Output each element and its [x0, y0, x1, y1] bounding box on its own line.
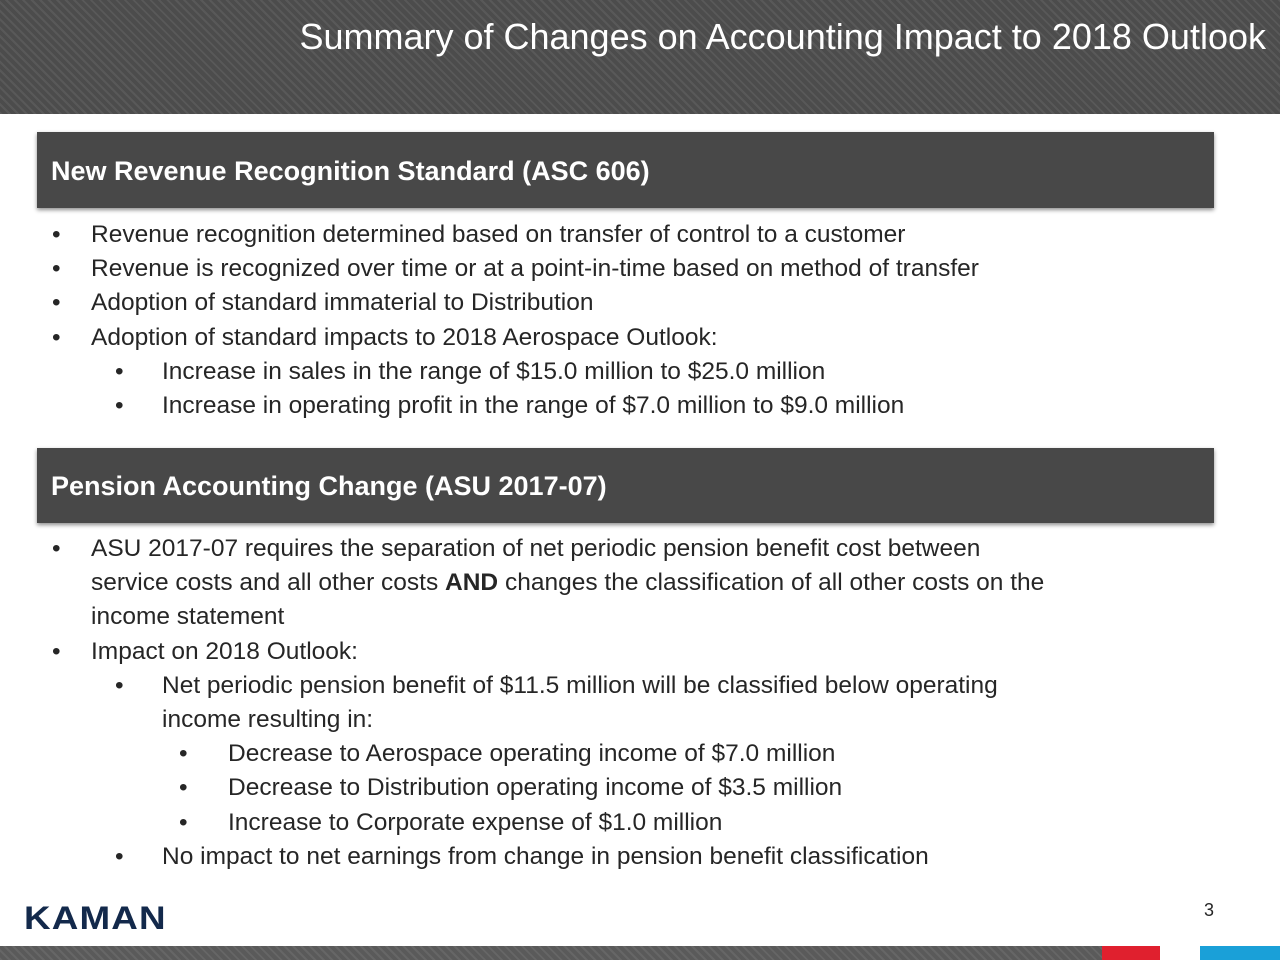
section-header-revenue-label: New Revenue Recognition Standard (ASC 606) [51, 156, 650, 186]
bullet-text: Revenue is recognized over time or at a point-in-time based on method of transfer [91, 255, 979, 283]
bullet-text: ASU 2017-07 requires the separation of net periodic pension benefit cost between [91, 535, 981, 562]
bullet-text-segment: changes the classification of all other costs on the [498, 569, 1045, 597]
bullet-text: Impact on 2018 Outlook: [91, 637, 358, 665]
bullet-marker: • [52, 637, 61, 665]
bullet-text: Net periodic pension benefit of $11.5 million will be classified below operating [162, 671, 998, 699]
bullet-text: Revenue recognition determined based on transfer of control to a customer [91, 221, 906, 248]
bullet-text: Adoption of standard impacts to 2018 Aerospace Outlook: [91, 323, 718, 351]
section-header-revenue-recognition [37, 132, 1214, 208]
bullet-text [91, 566, 1044, 600]
bullet-text-segment: service costs and all other costs [91, 569, 446, 597]
slide-title: Summary of Changes on Accounting Impact to 2018 Outlook [299, 16, 1266, 57]
page-number: 3 [1203, 900, 1214, 920]
title-bar [0, 0, 1280, 114]
bullet-text: No impact to net earnings from change in pension benefit classification [162, 842, 929, 870]
bullet-marker: • [179, 808, 188, 836]
footer-accent-blue [1200, 946, 1280, 960]
bullet-marker: • [115, 842, 124, 870]
bullet-text: Decrease to Aerospace operating income of $7.0 million [228, 740, 836, 768]
bullet-marker: • [52, 289, 61, 317]
bullet-text: Increase to Corporate expense of $1.0 million [228, 808, 723, 836]
bullet-marker: • [52, 323, 61, 351]
bullet-text: Decrease to Distribution operating income of $3.5 million [228, 774, 843, 802]
section-header-pension-label: Pension Accounting Change (ASU 2017-07) [51, 471, 607, 501]
bullet-text: Increase in operating profit in the range of $7.0 million to $9.0 million [162, 391, 905, 419]
bullet-marker: • [52, 255, 61, 283]
bullet-text: income statement [91, 603, 285, 631]
footer-bar [0, 946, 1280, 960]
footer-accent-red [1102, 946, 1160, 960]
footer-accent-white [1160, 946, 1200, 960]
bullet-marker: • [179, 740, 188, 768]
bullet-text: Increase in sales in the range of $15.0 million to $25.0 million [162, 357, 826, 385]
bullet-marker: • [52, 221, 61, 248]
bullet-marker: • [115, 357, 124, 385]
section-header-pension-accounting [37, 448, 1214, 523]
kaman-logo: KAMAN [24, 900, 167, 936]
bullet-marker: • [52, 535, 61, 562]
bullet-marker: • [115, 391, 124, 419]
bullet-text: Adoption of standard immaterial to Distribution [91, 289, 594, 317]
bullet-text: income resulting in: [162, 705, 374, 733]
bullet-marker: • [115, 671, 124, 699]
bullet-marker: • [179, 774, 188, 802]
bold-emphasis: AND [445, 569, 499, 597]
